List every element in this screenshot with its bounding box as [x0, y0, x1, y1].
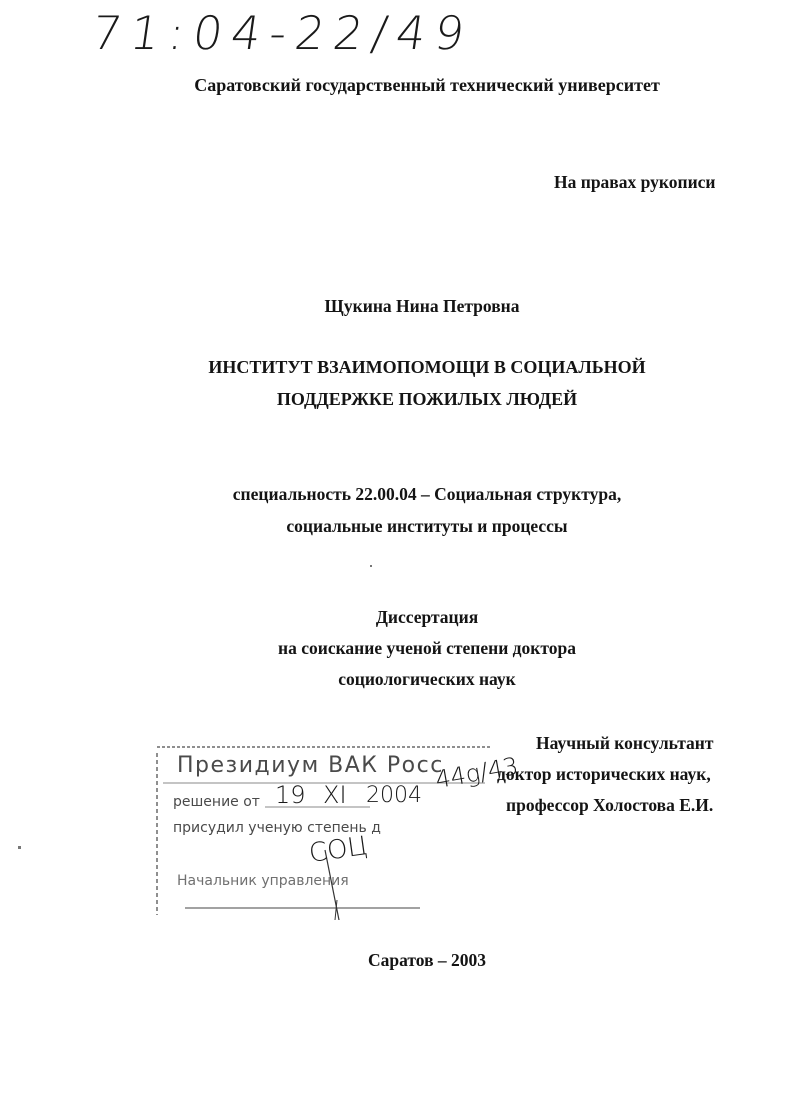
scan-mark: [18, 846, 21, 849]
field-line: социологических наук: [338, 669, 516, 689]
specialty-line-2: социальные институты и процессы: [286, 516, 568, 536]
archive-code: 71:04-22/49: [88, 6, 477, 60]
stamp-decision-number: 44g/43: [433, 751, 521, 795]
manuscript-rights: На правах рукописи: [554, 172, 716, 192]
stamp-decision-month: XI: [323, 781, 347, 809]
stamp-decision-label: решение от: [173, 794, 260, 810]
dissertation-label: Диссертация: [375, 607, 479, 627]
stamp-decision-year: 2004: [366, 783, 422, 808]
consultant-label: Научный консультант: [536, 733, 714, 753]
specialty-line-1: специальность 22.00.04 – Социальная структура,: [232, 484, 622, 504]
city-year: Саратов – 2003: [367, 950, 487, 970]
vak-stamp: [155, 745, 521, 920]
scan-mark: [370, 565, 372, 567]
thesis-title-line-1: ИНСТИТУТ ВЗАИМОПОМОЩИ В СОЦИАЛЬНОЙ: [208, 357, 646, 377]
author-name: Щукина Нина Петровна: [324, 296, 520, 316]
thesis-title-line-2: ПОДДЕРЖКЕ ПОЖИЛЫХ ЛЮДЕЙ: [276, 389, 578, 409]
stamp-awarded-label: присудил ученую степень д: [173, 820, 381, 836]
stamp-title: Президиум ВАК Росс: [177, 753, 444, 778]
stamp-head-label: Начальник управления: [177, 873, 349, 889]
university-name: Саратовский государственный технический университет: [194, 75, 660, 95]
degree-line: на соискание ученой степени доктора: [278, 638, 576, 658]
stamp-decision-day: 19: [275, 781, 306, 809]
stamp-awarded-degree: СОЦ: [307, 831, 370, 869]
consultant-name: профессор Холостова Е.И.: [506, 795, 714, 815]
consultant-degree: доктор исторических наук,: [497, 764, 711, 784]
